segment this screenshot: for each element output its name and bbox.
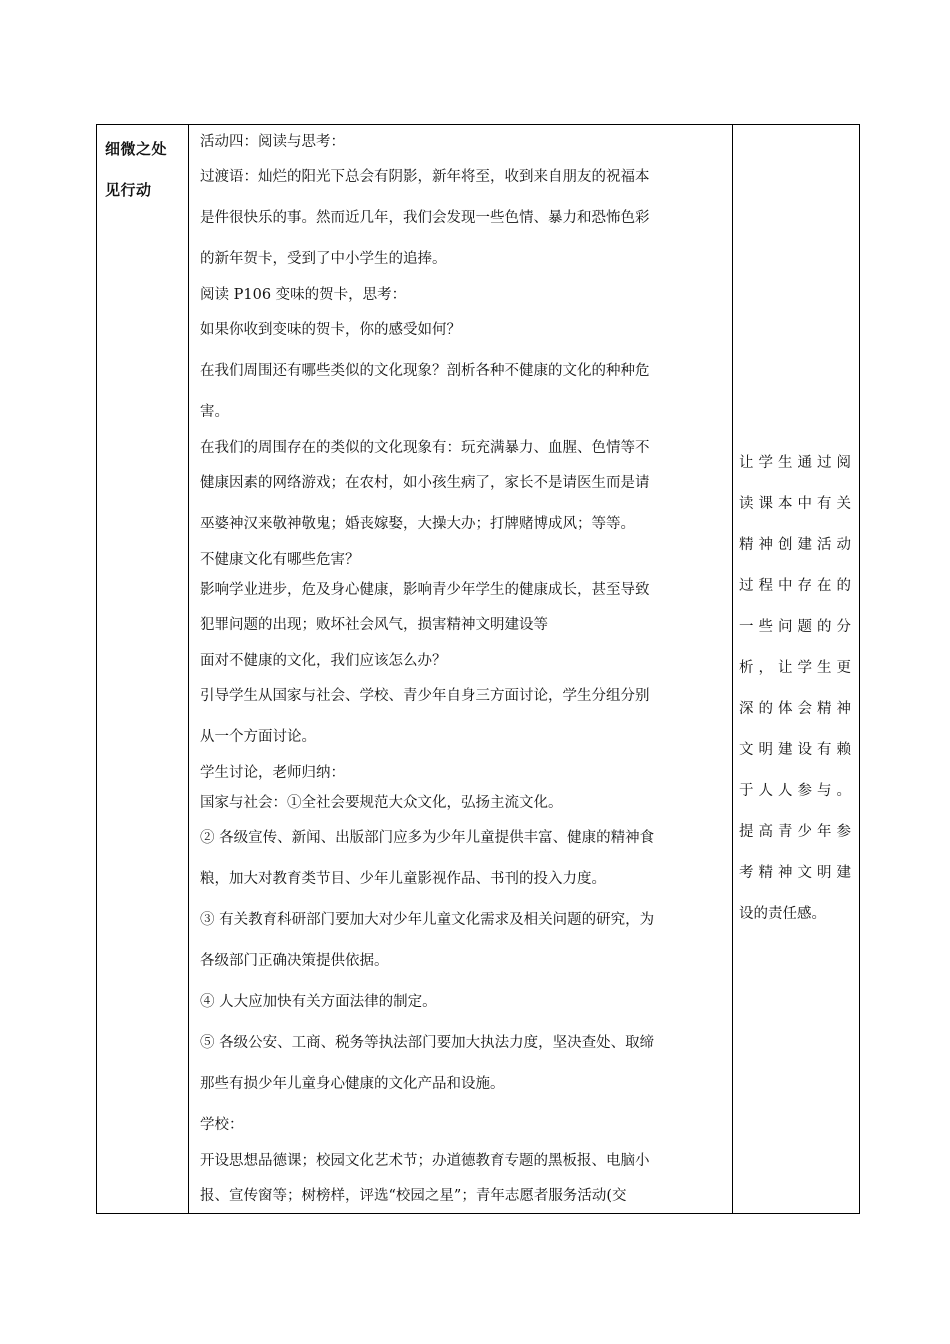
note-line: 于人人参与。 <box>739 783 851 799</box>
content-line: 学校： <box>200 1117 244 1133</box>
content-line: 害。 <box>200 404 229 420</box>
section-label-cell <box>105 129 185 211</box>
content-line: ② 各级宣传、新闻、出版部门应多为少年儿童提供丰富、健康的精神食 <box>200 830 655 846</box>
content-line: 巫婆神汉来敬神敬鬼；婚丧嫁娶，大操大办；打牌赌博成风；等等。 <box>200 516 635 532</box>
content-line: 报、宣传窗等；树榜样，评选“校园之星”；青年志愿者服务活动(交 <box>200 1188 627 1204</box>
content-line: 过渡语：灿烂的阳光下总会有阴影，新年将至，收到来自朋友的祝福本 <box>200 169 650 185</box>
content-line: 引导学生从国家与社会、学校、青少年自身三方面讨论，学生分组分别 <box>200 688 650 704</box>
note-line: 让学生通过阅 <box>739 455 851 471</box>
content-line: 从一个方面讨论。 <box>200 729 316 745</box>
content-line: 是件很快乐的事。然而近几年，我们会发现一些色情、暴力和恐怖色彩 <box>200 210 650 226</box>
content-line: 如果你收到变味的贺卡，你的感受如何？ <box>200 322 461 338</box>
note-line: 深的体会精神 <box>739 701 851 717</box>
section-label-line: 见行动 <box>105 181 152 199</box>
content-line: 面对不健康的文化，我们应该怎么办？ <box>200 653 447 669</box>
content-line: 在我们周围还有哪些类似的文化现象？剖析各种不健康的文化的种种危 <box>200 363 650 379</box>
content-line: 各级部门正确决策提供依据。 <box>200 953 389 969</box>
note-line: 考精神文明建 <box>739 865 851 881</box>
content-line: 开设思想品德课；校园文化艺术节；办道德教育专题的黑板报、电脑小 <box>200 1153 650 1169</box>
content-line: 粮，加大对教育类节目、少年儿童影视作品、书刊的投入力度。 <box>200 871 606 887</box>
note-line: 过程中存在的 <box>739 578 851 594</box>
lesson-plan-table <box>96 124 860 1214</box>
note-line: 析，让学生更 <box>739 660 851 676</box>
note-line: 文明建设有赖 <box>739 742 851 758</box>
content-line: ④ 人大应加快有关方面法律的制定。 <box>200 994 437 1010</box>
activity-content-cell <box>200 127 724 1217</box>
content-line: 犯罪问题的出现；败坏社会风气，损害精神文明建设等 <box>200 617 548 633</box>
activity-title: 活动四：阅读与思考： <box>200 134 345 150</box>
note-line: 读课本中有关 <box>739 496 851 512</box>
content-line: 影响学业进步，危及身心健康，影响青少年学生的健康成长，甚至导致 <box>200 582 650 598</box>
content-line: 国家与社会：①全社会要规范大众文化，弘扬主流文化。 <box>200 795 563 811</box>
column-divider <box>732 125 733 1213</box>
section-label-line: 细微之处 <box>105 140 168 158</box>
content-line: 的新年贺卡，受到了中小学生的追捧。 <box>200 251 447 267</box>
content-line: 阅读 P106 变味的贺卡，思考： <box>200 287 407 303</box>
note-line: 一些问题的分 <box>739 619 851 635</box>
content-line: 不健康文化有哪些危害？ <box>200 552 360 568</box>
content-line: 健康因素的网络游戏；在农村，如小孩生病了，家长不是请医生而是请 <box>200 475 650 491</box>
content-line: 学生讨论，老师归纳： <box>200 765 345 781</box>
content-line: ③ 有关教育科研部门要加大对少年儿童文化需求及相关问题的研究，为 <box>200 912 655 928</box>
content-line: ⑤ 各级公安、工商、税务等执法部门要加大执法力度，坚决查处、取缔 <box>200 1035 655 1051</box>
content-line: 在我们的周围存在的类似的文化现象有：玩充满暴力、血腥、色情等不 <box>200 440 650 456</box>
teaching-intent-cell <box>739 443 855 935</box>
note-line: 精神创建活动 <box>739 537 851 553</box>
note-line: 设的责任感。 <box>739 906 826 922</box>
note-line: 提高青少年参 <box>739 824 851 840</box>
column-divider <box>188 125 189 1213</box>
content-line: 那些有损少年儿童身心健康的文化产品和设施。 <box>200 1076 505 1092</box>
